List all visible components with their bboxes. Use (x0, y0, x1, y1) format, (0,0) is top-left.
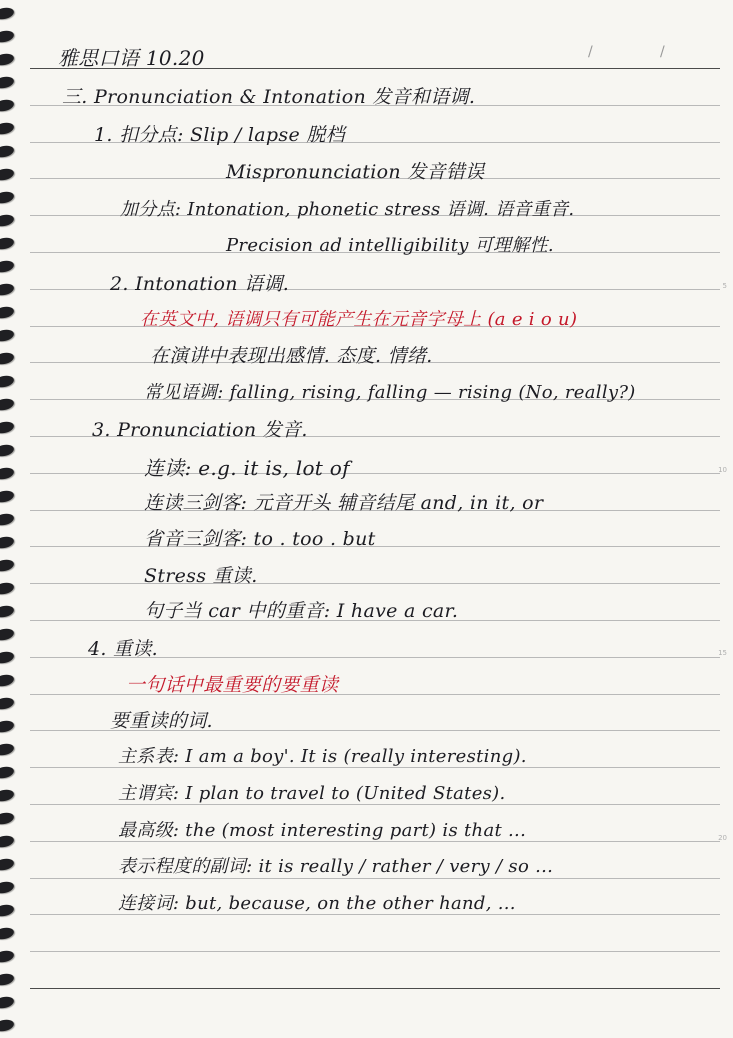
pronunciation-line-2: 连读三剑客: 元音开头 辅音结尾 and, in it, or (144, 492, 544, 514)
stress-heading: 4. 重读. (88, 638, 159, 660)
spiral-ring (0, 420, 15, 435)
ruled-line (30, 767, 720, 768)
pronunciation-heading: 3. Pronunciation 发音. (92, 419, 308, 441)
spiral-binding (0, 0, 24, 1038)
spiral-ring (0, 512, 15, 527)
spiral-ring (0, 949, 15, 964)
ruled-line (30, 951, 720, 952)
stress-line-5: 表示程度的副词: it is really / rather / very / so ... (118, 856, 554, 877)
spiral-ring (0, 121, 15, 136)
spiral-ring (0, 397, 15, 412)
ruled-line (30, 804, 720, 805)
spiral-ring (0, 351, 15, 366)
pronunciation-line-3: 省音三剑客: to . too . but (144, 528, 376, 550)
spiral-ring (0, 650, 15, 665)
spiral-ring (0, 581, 15, 596)
spiral-ring (0, 857, 15, 872)
spiral-ring (0, 972, 15, 987)
spiral-ring (0, 742, 15, 757)
spiral-ring (0, 282, 15, 297)
spiral-ring (0, 765, 15, 780)
spiral-ring (0, 719, 15, 734)
stress-line-3: 主谓宾: I plan to travel to (United States). (118, 783, 506, 804)
spiral-ring (0, 466, 15, 481)
pronunciation-line-5: 句子当 car 中的重音: I have a car. (144, 600, 459, 622)
deduct-points-line-2: Mispronunciation 发音错误 (226, 161, 485, 183)
spiral-ring (0, 305, 15, 320)
section-heading: 三. Pronunciation & Intonation 发音和语调. (62, 86, 476, 108)
spiral-ring (0, 144, 15, 159)
spiral-ring (0, 98, 15, 113)
intonation-heading: 2. Intonation 语调. (110, 273, 290, 295)
margin-line-number: 20 (718, 834, 727, 842)
spiral-ring (0, 834, 15, 849)
pen-mark: / (660, 44, 665, 60)
spiral-ring (0, 811, 15, 826)
pen-mark: / (588, 44, 593, 60)
pronunciation-line-4: Stress 重读. (144, 565, 258, 587)
spiral-ring (0, 328, 15, 343)
spiral-ring (0, 558, 15, 573)
spiral-ring (0, 1018, 15, 1033)
ruled-line (30, 583, 720, 584)
spiral-ring (0, 75, 15, 90)
ruled-line (30, 988, 720, 989)
spiral-ring (0, 443, 15, 458)
margin-line-number: 5 (722, 282, 727, 290)
spiral-ring (0, 880, 15, 895)
spiral-ring (0, 627, 15, 642)
spiral-ring (0, 926, 15, 941)
spiral-ring (0, 696, 15, 711)
stress-line-2: 主系表: I am a boy'. It is (really interesting). (118, 746, 527, 767)
stress-line-6: 连接词: but, because, on the other hand, ... (118, 893, 516, 914)
spiral-ring (0, 995, 15, 1010)
spiral-ring (0, 29, 15, 44)
notes-title: 雅思口语 10.20 (58, 46, 205, 70)
spiral-ring (0, 167, 15, 182)
ruled-line (30, 878, 720, 879)
spiral-ring (0, 535, 15, 550)
ruled-line (30, 914, 720, 915)
spiral-ring (0, 788, 15, 803)
spiral-ring (0, 673, 15, 688)
spiral-ring (0, 489, 15, 504)
intonation-red-note: 在英文中, 语调只有可能产生在元音字母上 (a e i o u) (140, 309, 578, 330)
spiral-ring (0, 213, 15, 228)
spiral-ring (0, 236, 15, 251)
margin-line-number: 10 (718, 466, 727, 474)
intonation-line-3: 常见语调: falling, rising, falling — rising (No, really?) (144, 382, 636, 403)
spiral-ring (0, 259, 15, 274)
ruled-line (30, 473, 720, 474)
pronunciation-line-1: 连读: e.g. it is, lot of (144, 456, 350, 480)
spiral-ring (0, 903, 15, 918)
intonation-line-2: 在演讲中表现出感情. 态度. 情绪. (150, 345, 433, 367)
spiral-ring (0, 374, 15, 389)
add-points-line: 加分点: Intonation, phonetic stress 语调. 语音重音. (120, 199, 575, 220)
spiral-ring (0, 6, 15, 21)
add-points-line-2: Precision ad intelligibility 可理解性. (226, 235, 554, 256)
stress-line-4: 最高级: the (most interesting part) is that ... (118, 820, 527, 841)
spiral-ring (0, 190, 15, 205)
ruled-line (30, 841, 720, 842)
spiral-ring (0, 52, 15, 67)
stress-line-1: 要重读的词. (110, 710, 213, 732)
stress-red-note: 一句话中最重要的要重读 (126, 674, 339, 696)
margin-line-number: 15 (718, 649, 727, 657)
deduct-points-line: 1. 扣分点: Slip / lapse 脱档 (94, 124, 345, 146)
spiral-ring (0, 604, 15, 619)
